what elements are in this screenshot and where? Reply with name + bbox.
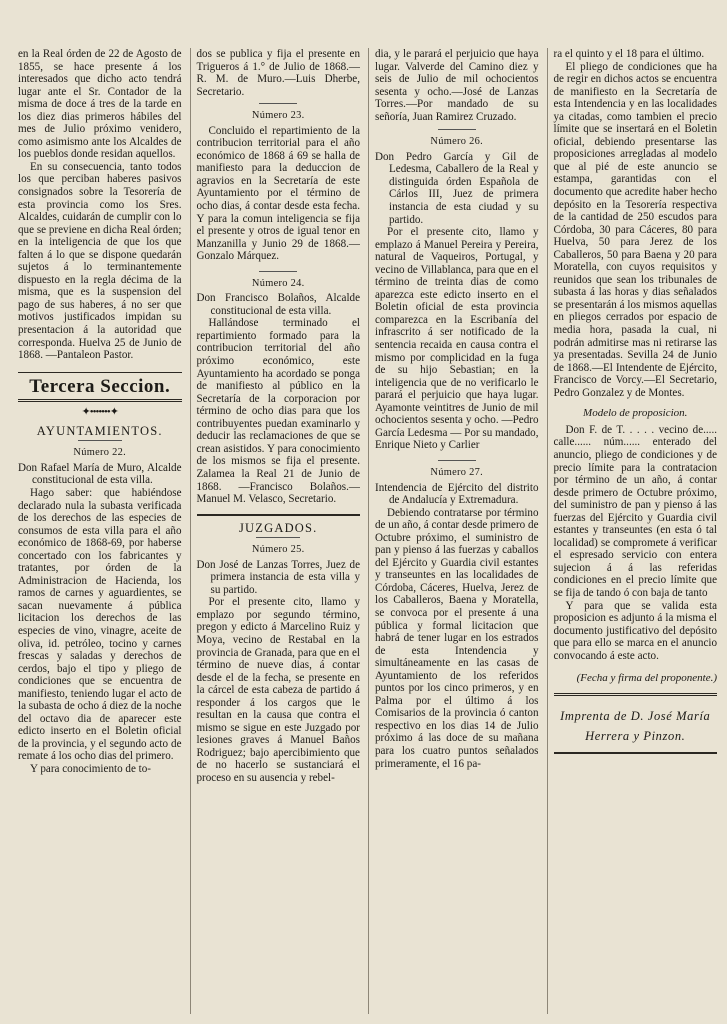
column-2	[190, 48, 361, 1014]
column-3	[368, 48, 539, 1014]
paragraph: en la Real órden de 22 de Agosto de 1855, se hace presente á los interesados que dicho acto tendrá lugar ante el Sr. Contador de la misma de doce á tres de la tarde en los diez dias primeros hábiles del mes de Julio próximo venidero, como asimismo ante los Alcaldes de los pueblos donde residan aquellos.	[18, 48, 182, 161]
paragraph: El pliego de condiciones que ha de regir en dichos actos se encuentra de manifiesto en la Secretaría de esta Intendencia y en las localidades ya citadas, como tambien el precio límite que se insertará en el Boletin oficial, debiendo presentarse las proposiciones arregladas al modelo que al pié de este anuncio se estampa, garantidas con el documento que acredite haber hecho depósito en la Tesorería respectiva de la cantidad de 250 escudos para Córdoba, 30 para Cáceres, 80 para Huelva, 50 para Jerez de los Caballeros, 50 para Baena y 20 para Moratella, con cuyos requisitos y reunidos que sean los tribunales de subasta á las horas y dias señalados se presentarán á los mismos aquellas en pliegos cerrados por espacio de media hora, pasada la cual, ni podrán admitirse mas ni retirarse las ya presentadas. Sevilla 24 de Junio de 1868.—El Intendente de Ejército, Francisco de Vorcy.—El Secretario, Pedro Gonzalez y de Montes.	[553, 60, 717, 399]
paragraph: Hallándose terminado el repartimiento formado para la contribucion territorial del año próximo económico, este Ayuntamiento ha acordado se ponga de manifiesto al público en la Secretaría de la corporacion por término de ocho dias para que los contribuyentes puedan examinarlo y deducir las reclamaciones de que se crean asistidos. Y para conocimiento de los mismos se fija el presente. Zalamea la Real 21 de Junio de 1868. —Francisco Bolaños.—Manuel M. Velasco, Secretario.	[196, 317, 360, 506]
notice-heading: Don Pedro García y Gil de Ledesma, Caballero de la Real y distinguida órden Española de Cárlos III, Juez de primera instancia de esta ciudad y su partido.	[375, 150, 539, 226]
divider	[554, 693, 718, 696]
divider	[197, 514, 361, 516]
notice-number: Número 27.	[430, 466, 484, 478]
paragraph: Concluido el repartimiento de la contribucion territorial para el año económico de 1868 á 69 se halla de manifiesto para la deduccion de agravios en la Secretaría de este Ayuntamiento por el término de ocho dias, á contar desde esta fecha. Y para la comun inteligencia se fija el presente y otros de igual tenor en Manzanilla y Junio 29 de 1868.—Gonzalo Márquez.	[196, 124, 360, 263]
paragraph: Debiendo contratarse por término de un año, á contar desde primero de Octubre próximo, el suministro de pan y pienso á las fuerzas y caballos del Ejército y Guardia civil estantes y transeuntes en las localidades de Córdoba, Cáceres, Huelva, Jerez de los Caballeros, Baena y Moratella, se convoca por el presente á una pública y formal licitacion que habrá de tener lugar en los estrados de esta Intendencia y simultáneamente en las casas de Ayuntamiento de los referidos puntos por los cinco primeros, y en Palma por el último á los Comisarios de la provincia ó canton respectivo en los dias 14 de Julio próximo á las doce de su mañana para los cuatro puntos señalados primeramente, el 16 pa-	[375, 506, 539, 770]
divider	[78, 440, 122, 441]
notice-number: Número 25.	[251, 544, 305, 556]
paragraph: Don F. de T. . . . . vecino de..... calle...... núm...... enterado del anuncio, pliego de condiciones y de precio límite para la contratacion por término de un año, á contar desde primero de Octubre próximo, del suministro de pan y pienso á las fuerzas del Ejército y Guardia civil estantes y transeuntes (en esta ó tal localidad) se compromete á verificar el espresado servicio con entera sujecion á á las referidas condiciones en el precio límite que se fija de tando ó con baja de tanto	[553, 423, 717, 599]
signature-note: (Fecha y firma del proponente.)	[576, 672, 717, 685]
model-title: Modelo de proposicion.	[583, 407, 688, 420]
paragraph: dos se publica y fija el presente en Trigueros á 1.° de Julio de 1868.—R. M. de Muro.—Luis Dherbe, Secretario.	[196, 48, 360, 98]
notice-number: Número 22.	[73, 447, 127, 459]
column-1	[18, 48, 182, 1014]
divider	[438, 129, 476, 130]
divider	[256, 537, 300, 538]
paragraph: Y para que se valida esta proposicion es adjunto á la misma el documento justificativo del depósito que para ello se marca en el anuncio convocando á este acto.	[553, 599, 717, 662]
ornament: ✦•••••••✦	[81, 406, 118, 419]
notice-heading: Don José de Lanzas Torres, Juez de primera instancia de esta villa y su partido.	[196, 558, 360, 596]
paragraph: Y para conocimiento de to-	[30, 762, 151, 775]
divider	[554, 752, 718, 754]
divider	[259, 103, 297, 104]
notice-number: Número 24.	[251, 277, 305, 289]
paragraph: dia, y le parará el perjuicio que haya lugar. Valverde del Camino diez y seis de Julio de mil ochocientos sesenta y ocho.—José de Lanzas Torres.—Por mandado de su señoría, Juan Ramirez Cruzado.	[375, 48, 539, 123]
paragraph: En su consecuencia, tanto todos los que perciban haberes pasivos consignados sobre la Tesorería de esta provincia como los Sres. Alcaldes, cuidarán de cumplir con lo que se previene en dicha Real órden; en la inteligencia de que los que falten á lo que se dispone quedarán sujetos á lo terminantemente dispuesto en la regla décima de la misma, que es la suspension del pago de sus haberes, á no ser que motivos justificados impidan su presentacion á la autoridad que corresponda. Huelva 25 de Junio de 1868. —Pantaleon Pastor.	[18, 160, 182, 362]
notice-number: Número 26.	[430, 136, 484, 148]
imprint-line: Imprenta de D. José María	[560, 708, 711, 723]
paragraph: Por el presente cito, llamo y emplazo á Manuel Pereira y Pereira, natural de Vaqueiros, Portugal, y vecino de Villablanca, para que en el término de treinta dias de como aparezca este edicto inserto en el Boletin oficial de esta provincia comparezca en la Escribanía del infrascrito á ser notificado de la sentencia recaida en causa contra el mismo por complicidad en la fuga de su hijo Sebastian; en la inteligencia que de no verificarlo le parará el perjuicio que haya lugar. Ayamonte veintitres de Junio de mil ochocientos sesenta y ocho. —Pedro García Ledesma — Por su mandado, Enrique Nieto y Carlier	[375, 226, 539, 452]
divider	[438, 460, 476, 461]
paragraph: Hago saber: que habiéndose declarado nula la subasta verificada de los derechos de las especies de consumos de esta villa para el año económico de 1868-69, por haberse concertado con los fabricantes y tratantes, por órden de la Administracion de Hacienda, los ramos de carnes y aguardientes, se sacan nuevamente á pública licitacion los derechos de las especies de vino, vinagre, aceite de oliva, id. petróleo, tocino y carnes frescas y saladas y derechos de cerdos, bajo el tipo y pliego de condiciones que se encuentra de manifiesto, teniendo lugar el acto de la subasta de ocho á diez de la noche del octavo dia de aparecer este edicto inserto en el Boletin oficial de la provincia, y el segundo acto de remate á los ocho dias del primero.	[18, 486, 182, 763]
paragraph: Por el presente cito, llamo y emplazo por segundo término, pregon y edicto á Marcelino Ruiz y Moya, vecino de Restabal en la provincia de Granada, para que en el término de nueve dias, á contar desde el de la fecha, se presente en la cárcel de esta cabeza de partido á responder á los cargos que le resultan en la causa que contra el mismo se sigue en este Juzgado por lesiones graves á Manuel Baños Rodriguez; bajo apercibimiento que de no hacerlo se sustanciará el proceso en su ausencia y rebel-	[196, 596, 360, 784]
divider	[259, 271, 297, 272]
paragraph: ra el quinto y el 18 para el último.	[553, 48, 705, 60]
section-heading-juzgados: JUZGADOS.	[238, 520, 318, 535]
notice-heading: Don Rafael María de Muro, Alcalde constitucional de esta villa.	[18, 461, 182, 487]
notice-heading: Don Francisco Bolaños, Alcalde constitucional de esta villa.	[196, 292, 360, 317]
imprint-line: Herrera y Pinzon.	[585, 728, 686, 743]
notice-heading: Intendencia de Ejército del distrito de Andalucía y Extremadura.	[375, 481, 539, 507]
section-heading-ayuntamientos: AYUNTAMIENTOS.	[36, 423, 163, 438]
notice-number: Número 23.	[251, 110, 305, 122]
column-4	[547, 48, 718, 1014]
section-title: Tercera Seccion.	[18, 372, 182, 403]
